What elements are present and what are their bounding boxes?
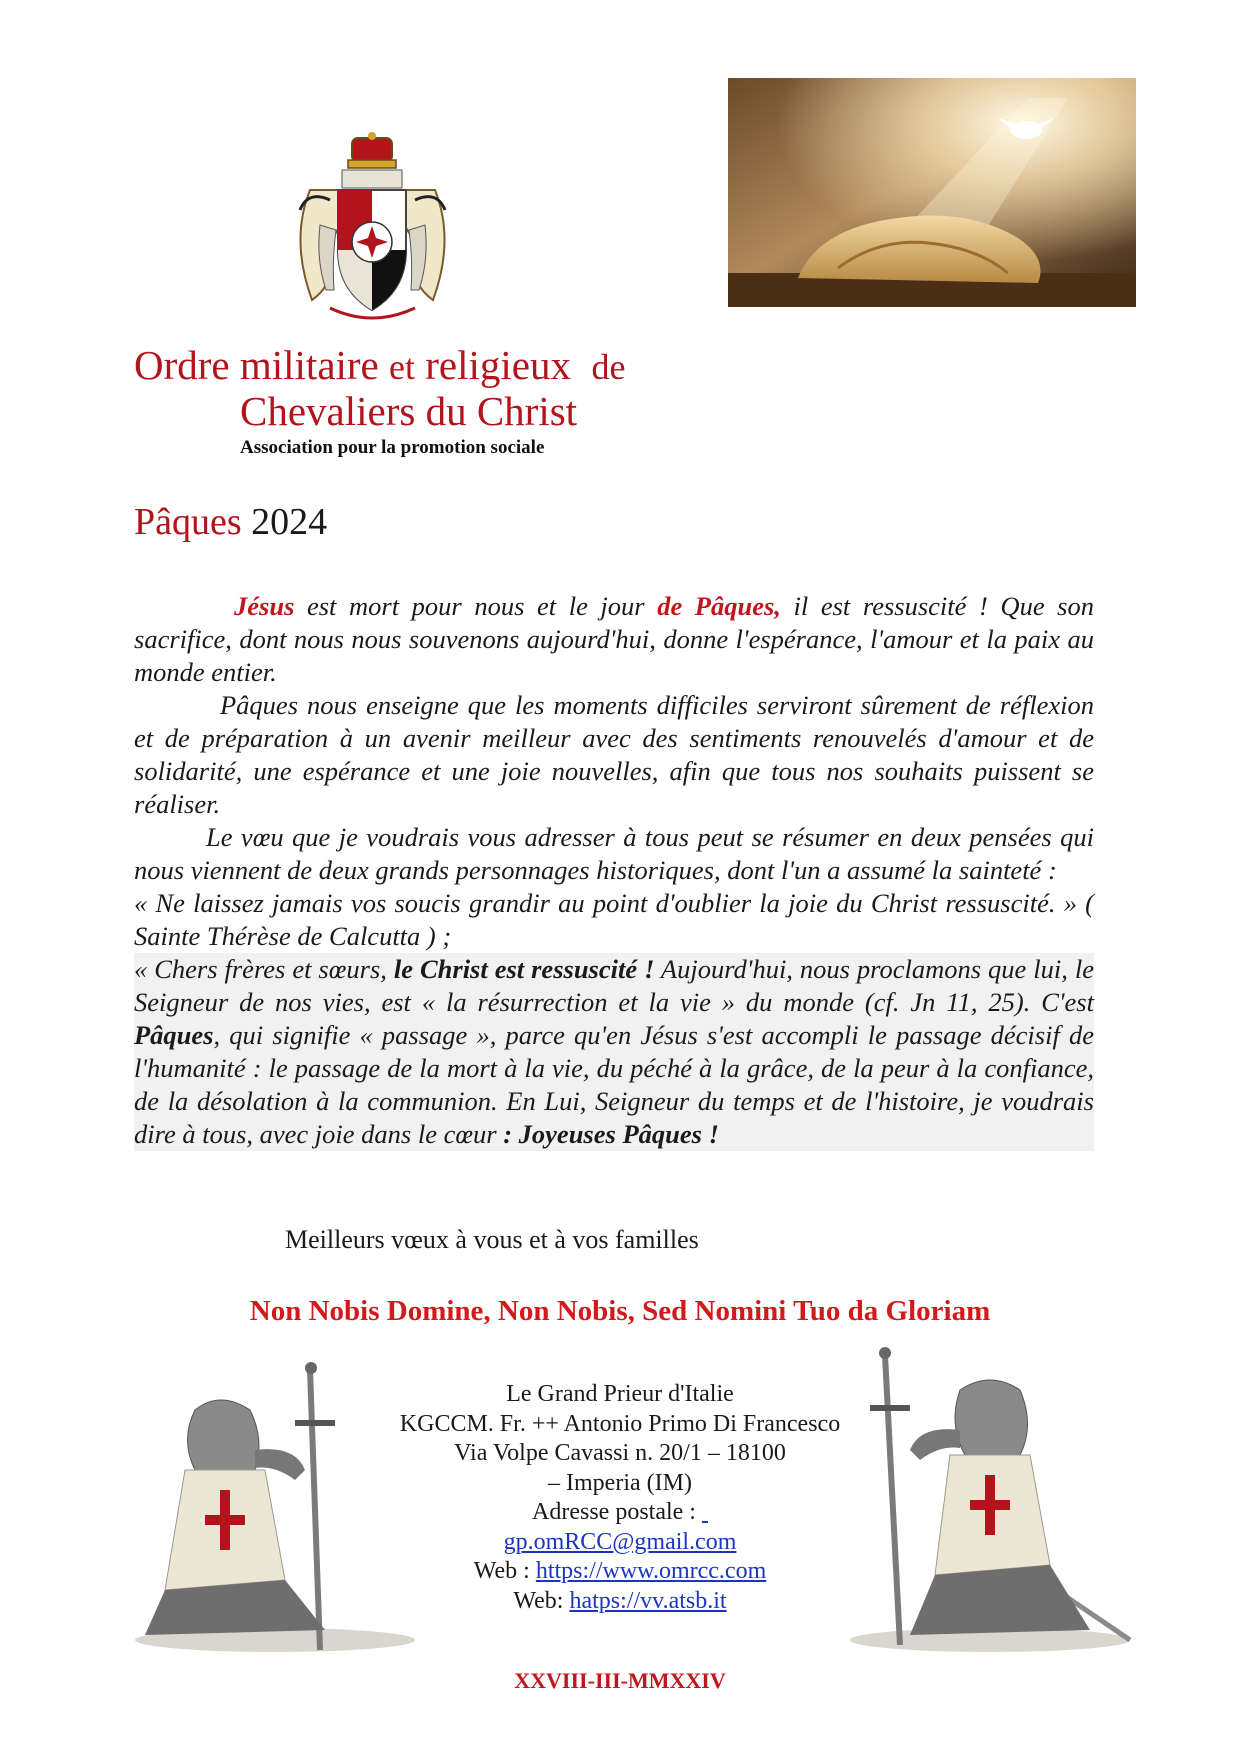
empty-tomb-photo	[728, 78, 1136, 307]
signature-address-line2: – Imperia (IM)	[548, 1469, 692, 1496]
website2-link[interactable]: hatps://vv.atsb.it	[569, 1587, 727, 1614]
postal-address-row: Adresse postale :	[300, 1498, 940, 1528]
signature-title: Le Grand Prieur d'Italie	[506, 1381, 734, 1407]
paragraph-3: Le vœu que je voudrais vous adresser à tous peut se résumer en deux pensées qui nous viennent de deux grands personnages historiques, dont l'un a assumé la sainteté :	[134, 822, 1094, 885]
signature-block	[300, 1380, 940, 1616]
email-link[interactable]: gp.omRCC@gmail.com	[503, 1528, 737, 1555]
website2-row: Web: hatps://vv.atsb.it	[513, 1587, 727, 1614]
order-title-line1: Ordre militaire et religieux de	[134, 342, 626, 388]
paragraph-4-quote: « Ne laissez jamais vos soucis grandir au point d'oublier la joie du Christ ressuscité. » ( Sainte Thérèse de Calcutta ) ;	[134, 888, 1094, 951]
page-heading: Pâques 2024	[134, 501, 328, 543]
paragraph-2: Pâques nous enseigne que les moments difficiles serviront sûrement de réflexion et de préparation à un avenir meilleur avec des sentiments renouvelés d'amour et de solidarité, une espérance et une joie nouvelles, afin que tous nos souhaits puissent se réaliser.	[134, 690, 1094, 819]
signature-address-line1: Via Volpe Cavassi n. 20/1 – 18100	[454, 1440, 786, 1466]
paragraph-1: Jésus est mort pour nous et le jour de Pâques, il est ressuscité ! Que son sacrifice, dont nous nous souvenons aujourd'hui, donne l'espérance, l'amour et la paix au monde entier.	[134, 591, 1094, 687]
order-coat-of-arms-image	[290, 130, 455, 325]
website-row: Web : https://www.omrcc.com	[473, 1558, 767, 1584]
easter-message	[134, 590, 1094, 1151]
paragraph-5-quote: « Chers frères et sœurs, le Christ est ressuscité ! Aujourd'hui, nous proclamons que lui, le Seigneur de nos vies, est « la résurrection et la vie » du monde (cf. Jn 11, 25). C'est Pâques, qui signifie « passage », parce qu'en Jésus s'est accompli le passage décisif de l'humanité : le passage de la mort à la vie, du péché à la grâce, de la peur à la confiance, de la désolation à la communion. En Lui, Seigneur du temps et de l'histoire, je voudrais dire à tous, avec joie dans le cœur : Joyeuses Pâques !	[134, 954, 1094, 1149]
latin-motto: Non Nobis Domine, Non Nobis, Sed Nomini Tuo da Gloriam	[249, 1295, 991, 1327]
closing-wishes: Meilleurs vœux à vous et à vos familles	[285, 1225, 699, 1254]
website-link[interactable]: https://www.omrcc.com	[535, 1558, 767, 1584]
signature-name: KGCCM. Fr. ++ Antonio Primo Di Francesco	[399, 1410, 841, 1437]
roman-date: XXVIII-III-MMXXIV	[514, 1668, 726, 1693]
order-title-line2: Chevaliers du Christ	[240, 388, 578, 434]
order-subtitle: Association pour la promotion sociale	[240, 437, 545, 458]
postal-address-link[interactable]	[702, 1499, 708, 1525]
